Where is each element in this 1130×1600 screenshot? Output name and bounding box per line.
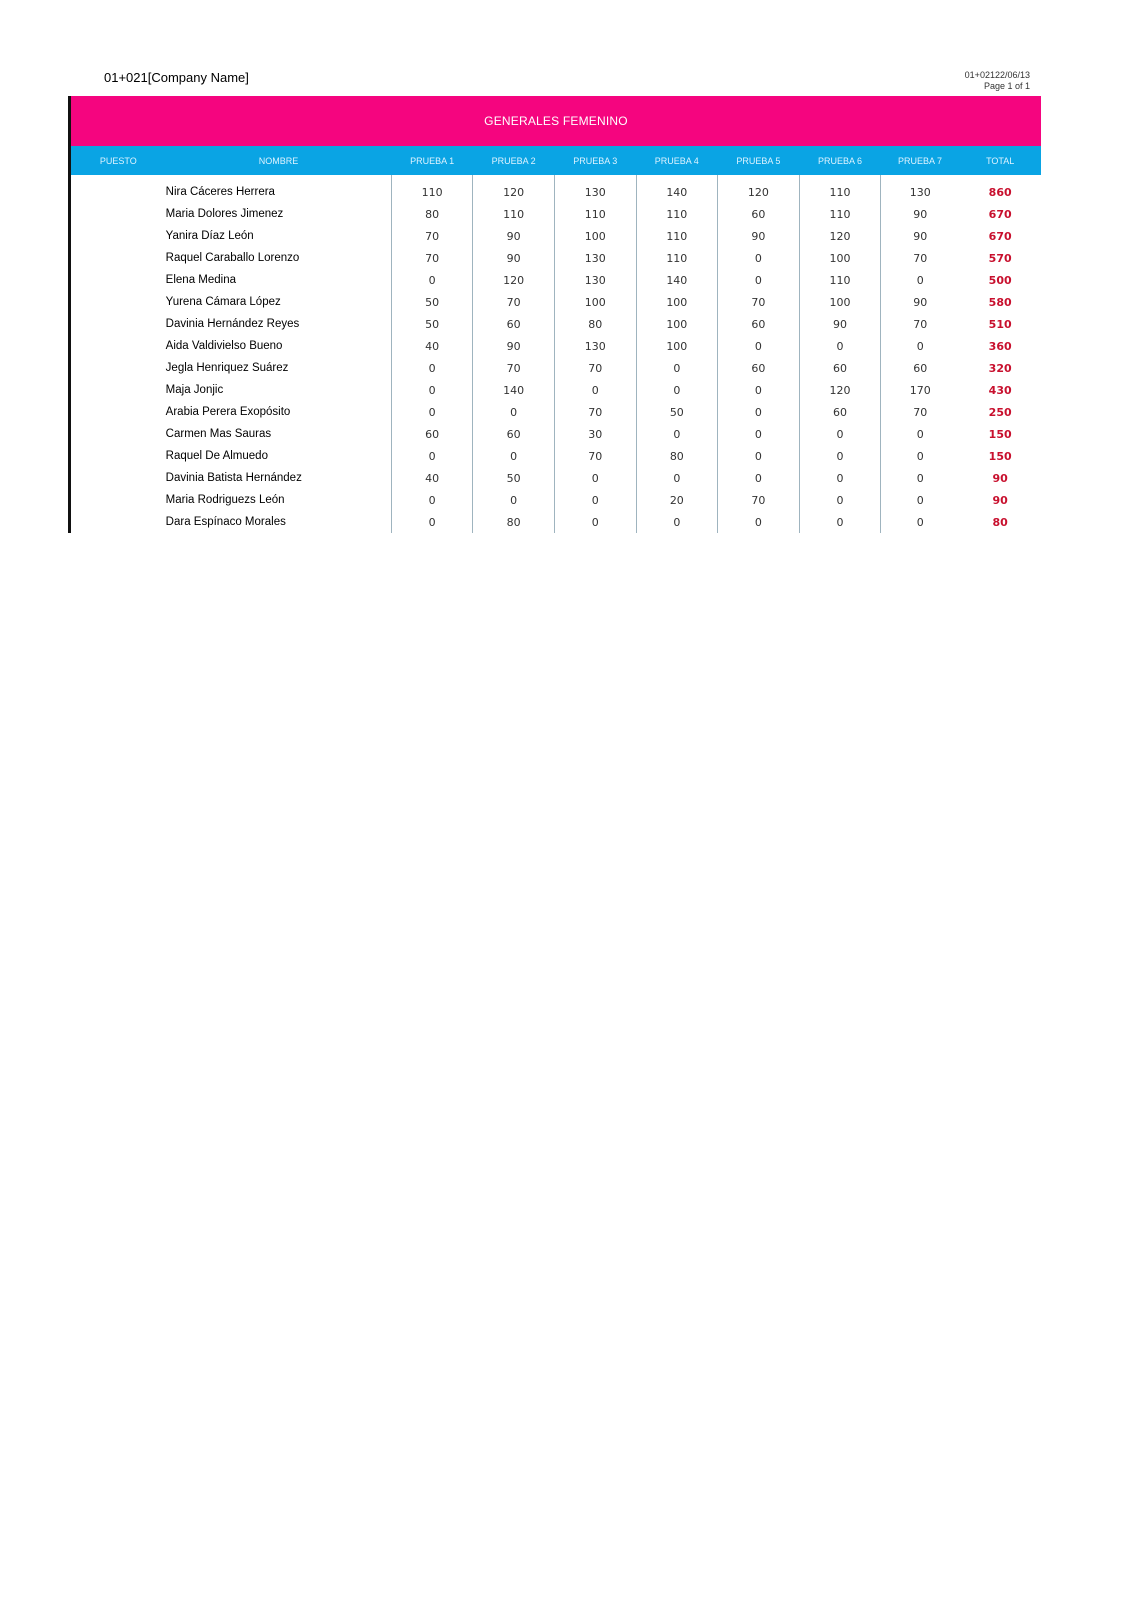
cell-prueba-3: 70 [554, 445, 636, 467]
cell-total: 430 [988, 383, 1012, 397]
table-row [71, 247, 1041, 269]
cell-puesto [71, 247, 166, 269]
cell-nombre: Raquel De Almuedo [166, 445, 392, 467]
cell-prueba-1: 0 [391, 357, 473, 379]
cell-puesto [71, 335, 166, 357]
cell-prueba-7: 0 [916, 515, 924, 529]
col-header-prueba-5[interactable]: PRUEBA 5 [718, 146, 800, 175]
cell-prueba-1: 0 [391, 401, 473, 423]
report-meta [965, 70, 1030, 92]
cell-prueba-3: 130 [554, 247, 636, 269]
cell-total: 860 [988, 185, 1012, 199]
page-number: Page 1 of 1 [983, 81, 1030, 91]
table-row [71, 313, 1041, 335]
cell-total: 250 [988, 405, 1012, 419]
cell-prueba-7: 0 [916, 427, 924, 441]
col-header-puesto[interactable]: PUESTO [71, 146, 166, 175]
cell-prueba-3: 0 [554, 379, 636, 401]
cell-prueba-4: 80 [636, 445, 718, 467]
cell-prueba-4: 0 [636, 423, 718, 445]
cell-prueba-6: 0 [799, 445, 881, 467]
table-row [71, 175, 1041, 203]
cell-prueba-5: 0 [718, 379, 800, 401]
cell-prueba-7: 0 [916, 449, 924, 463]
cell-prueba-3: 70 [554, 401, 636, 423]
cell-prueba-5: 0 [718, 423, 800, 445]
cell-nombre: Aida Valdivielso Bueno [166, 335, 392, 357]
cell-nombre: Yurena Cámara López [166, 291, 392, 313]
cell-prueba-3: 130 [554, 335, 636, 357]
cell-prueba-5: 0 [718, 335, 800, 357]
cell-prueba-7: 60 [913, 361, 928, 375]
cell-nombre: Arabia Perera Exopósito [166, 401, 392, 423]
cell-prueba-3: 0 [554, 511, 636, 533]
cell-prueba-1: 70 [391, 225, 473, 247]
cell-nombre: Nira Cáceres Herrera [166, 175, 392, 203]
cell-prueba-6: 100 [799, 247, 881, 269]
cell-prueba-7: 70 [913, 317, 928, 331]
cell-prueba-6: 0 [799, 489, 881, 511]
cell-prueba-4: 140 [636, 269, 718, 291]
cell-prueba-1: 50 [391, 313, 473, 335]
cell-nombre: Jegla Henriquez Suárez [166, 357, 392, 379]
col-header-prueba-1[interactable]: PRUEBA 1 [391, 146, 473, 175]
table-row [71, 445, 1041, 467]
cell-prueba-5: 70 [718, 291, 800, 313]
cell-prueba-4: 110 [636, 247, 718, 269]
cell-prueba-4: 0 [636, 357, 718, 379]
cell-prueba-2: 90 [473, 335, 555, 357]
cell-prueba-6: 0 [799, 423, 881, 445]
cell-puesto [71, 225, 166, 247]
cell-nombre: Elena Medina [166, 269, 392, 291]
cell-prueba-6: 110 [799, 203, 881, 225]
cell-prueba-5: 60 [718, 313, 800, 335]
cell-total: 150 [988, 449, 1012, 463]
cell-prueba-3: 0 [554, 489, 636, 511]
cell-prueba-5: 0 [718, 511, 800, 533]
cell-total: 90 [992, 471, 1008, 485]
table-row [71, 357, 1041, 379]
cell-puesto [71, 313, 166, 335]
company-name: 01+021[Company Name] [104, 70, 249, 85]
cell-puesto [71, 467, 166, 489]
cell-nombre: Carmen Mas Sauras [166, 423, 392, 445]
cell-prueba-2: 70 [473, 291, 555, 313]
cell-prueba-5: 0 [718, 401, 800, 423]
cell-prueba-1: 0 [391, 511, 473, 533]
cell-prueba-2: 60 [473, 313, 555, 335]
cell-total: 570 [988, 251, 1012, 265]
cell-prueba-7: 70 [913, 405, 928, 419]
table-row [71, 467, 1041, 489]
cell-prueba-4: 0 [636, 467, 718, 489]
table-row [71, 423, 1041, 445]
cell-prueba-6: 120 [799, 379, 881, 401]
cell-prueba-1: 50 [391, 291, 473, 313]
cell-prueba-4: 50 [636, 401, 718, 423]
cell-prueba-1: 0 [391, 269, 473, 291]
col-header-nombre[interactable]: NOMBRE [166, 146, 392, 175]
report-title: GENERALES FEMENINO [484, 114, 628, 128]
cell-puesto [71, 511, 166, 533]
cell-prueba-4: 140 [636, 175, 718, 203]
cell-prueba-4: 0 [636, 511, 718, 533]
cell-puesto [71, 175, 166, 203]
cell-prueba-2: 0 [473, 489, 555, 511]
col-header-prueba-7[interactable]: PRUEBA 7 [881, 146, 960, 175]
cell-puesto [71, 401, 166, 423]
report-title-bar [71, 96, 1041, 146]
cell-prueba-3: 110 [554, 203, 636, 225]
table-row [71, 335, 1041, 357]
cell-nombre: Maria Dolores Jimenez [166, 203, 392, 225]
cell-prueba-5: 60 [718, 203, 800, 225]
cell-puesto [71, 445, 166, 467]
results-table-body [71, 175, 1041, 533]
cell-prueba-3: 100 [554, 225, 636, 247]
cell-prueba-6: 0 [799, 511, 881, 533]
cell-prueba-3: 0 [554, 467, 636, 489]
cell-prueba-7: 170 [909, 383, 931, 397]
results-table [71, 146, 1041, 533]
cell-total: 80 [992, 515, 1008, 529]
results-report [68, 96, 1041, 533]
cell-prueba-7: 0 [916, 339, 924, 353]
cell-prueba-1: 40 [391, 335, 473, 357]
cell-prueba-6: 120 [799, 225, 881, 247]
cell-prueba-5: 90 [718, 225, 800, 247]
cell-prueba-1: 80 [391, 203, 473, 225]
cell-prueba-6: 60 [799, 401, 881, 423]
cell-prueba-6: 110 [799, 175, 881, 203]
cell-nombre: Dara Espínaco Morales [166, 511, 392, 533]
cell-prueba-1: 70 [391, 247, 473, 269]
cell-prueba-1: 0 [391, 379, 473, 401]
cell-prueba-3: 70 [554, 357, 636, 379]
table-row [71, 203, 1041, 225]
cell-prueba-5: 120 [718, 175, 800, 203]
table-row [71, 225, 1041, 247]
cell-prueba-7: 90 [913, 207, 928, 221]
cell-nombre: Yanira Díaz León [166, 225, 392, 247]
cell-total: 670 [988, 207, 1012, 221]
cell-puesto [71, 489, 166, 511]
cell-prueba-4: 0 [636, 379, 718, 401]
cell-prueba-5: 0 [718, 269, 800, 291]
cell-nombre: Maja Jonjic [166, 379, 392, 401]
cell-prueba-4: 110 [636, 203, 718, 225]
cell-total: 360 [988, 339, 1012, 353]
cell-prueba-5: 70 [718, 489, 800, 511]
cell-prueba-2: 80 [473, 511, 555, 533]
cell-prueba-4: 100 [636, 313, 718, 335]
cell-prueba-2: 90 [473, 247, 555, 269]
cell-total: 510 [988, 317, 1012, 331]
cell-nombre: Davinia Hernández Reyes [166, 313, 392, 335]
cell-prueba-6: 60 [799, 357, 881, 379]
cell-prueba-3: 130 [554, 175, 636, 203]
cell-prueba-7: 70 [913, 251, 928, 265]
cell-total: 320 [988, 361, 1012, 375]
cell-prueba-5: 0 [718, 445, 800, 467]
col-header-prueba-2[interactable]: PRUEBA 2 [473, 146, 555, 175]
cell-prueba-2: 0 [473, 445, 555, 467]
cell-prueba-2: 0 [473, 401, 555, 423]
cell-puesto [71, 379, 166, 401]
cell-prueba-7: 0 [916, 493, 924, 507]
cell-nombre: Raquel Caraballo Lorenzo [166, 247, 392, 269]
table-row [71, 291, 1041, 313]
cell-prueba-5: 60 [718, 357, 800, 379]
cell-puesto [71, 269, 166, 291]
cell-total: 90 [992, 493, 1008, 507]
cell-prueba-1: 110 [391, 175, 473, 203]
table-header-row [71, 146, 1041, 175]
cell-prueba-1: 40 [391, 467, 473, 489]
cell-prueba-2: 120 [473, 175, 555, 203]
cell-prueba-1: 60 [391, 423, 473, 445]
cell-prueba-6: 0 [799, 335, 881, 357]
cell-prueba-4: 100 [636, 335, 718, 357]
table-row [71, 269, 1041, 291]
table-row [71, 401, 1041, 423]
cell-prueba-3: 100 [554, 291, 636, 313]
cell-prueba-6: 110 [799, 269, 881, 291]
cell-puesto [71, 357, 166, 379]
table-row [71, 511, 1041, 533]
cell-prueba-7: 0 [916, 273, 924, 287]
cell-total: 500 [988, 273, 1012, 287]
cell-prueba-2: 90 [473, 225, 555, 247]
cell-prueba-3: 30 [554, 423, 636, 445]
cell-puesto [71, 291, 166, 313]
cell-prueba-6: 0 [799, 467, 881, 489]
cell-prueba-2: 60 [473, 423, 555, 445]
cell-prueba-7: 0 [916, 471, 924, 485]
cell-prueba-2: 110 [473, 203, 555, 225]
cell-total: 580 [988, 295, 1012, 309]
table-row [71, 489, 1041, 511]
col-header-total[interactable]: TOTAL [959, 146, 1041, 175]
cell-prueba-7: 90 [913, 229, 928, 243]
cell-prueba-3: 130 [554, 269, 636, 291]
cell-prueba-2: 140 [473, 379, 555, 401]
cell-nombre: Maria Rodriguezs León [166, 489, 392, 511]
cell-total: 670 [988, 229, 1012, 243]
cell-prueba-4: 110 [636, 225, 718, 247]
cell-prueba-7: 90 [913, 295, 928, 309]
cell-prueba-1: 0 [391, 445, 473, 467]
cell-prueba-3: 80 [554, 313, 636, 335]
cell-total: 150 [988, 427, 1012, 441]
cell-prueba-4: 20 [636, 489, 718, 511]
cell-prueba-7: 130 [909, 185, 931, 199]
report-date: 01+02122/06/13 [964, 70, 1030, 80]
cell-prueba-2: 120 [473, 269, 555, 291]
col-header-prueba-6[interactable]: PRUEBA 6 [799, 146, 881, 175]
col-header-prueba-3[interactable]: PRUEBA 3 [554, 146, 636, 175]
cell-prueba-4: 100 [636, 291, 718, 313]
col-header-prueba-4[interactable]: PRUEBA 4 [636, 146, 718, 175]
cell-prueba-6: 100 [799, 291, 881, 313]
cell-prueba-1: 0 [391, 489, 473, 511]
cell-prueba-5: 0 [718, 247, 800, 269]
cell-prueba-2: 50 [473, 467, 555, 489]
cell-prueba-6: 90 [799, 313, 881, 335]
table-row [71, 379, 1041, 401]
cell-prueba-5: 0 [718, 467, 800, 489]
cell-nombre: Davinia Batista Hernández [166, 467, 392, 489]
cell-prueba-2: 70 [473, 357, 555, 379]
cell-puesto [71, 203, 166, 225]
cell-puesto [71, 423, 166, 445]
